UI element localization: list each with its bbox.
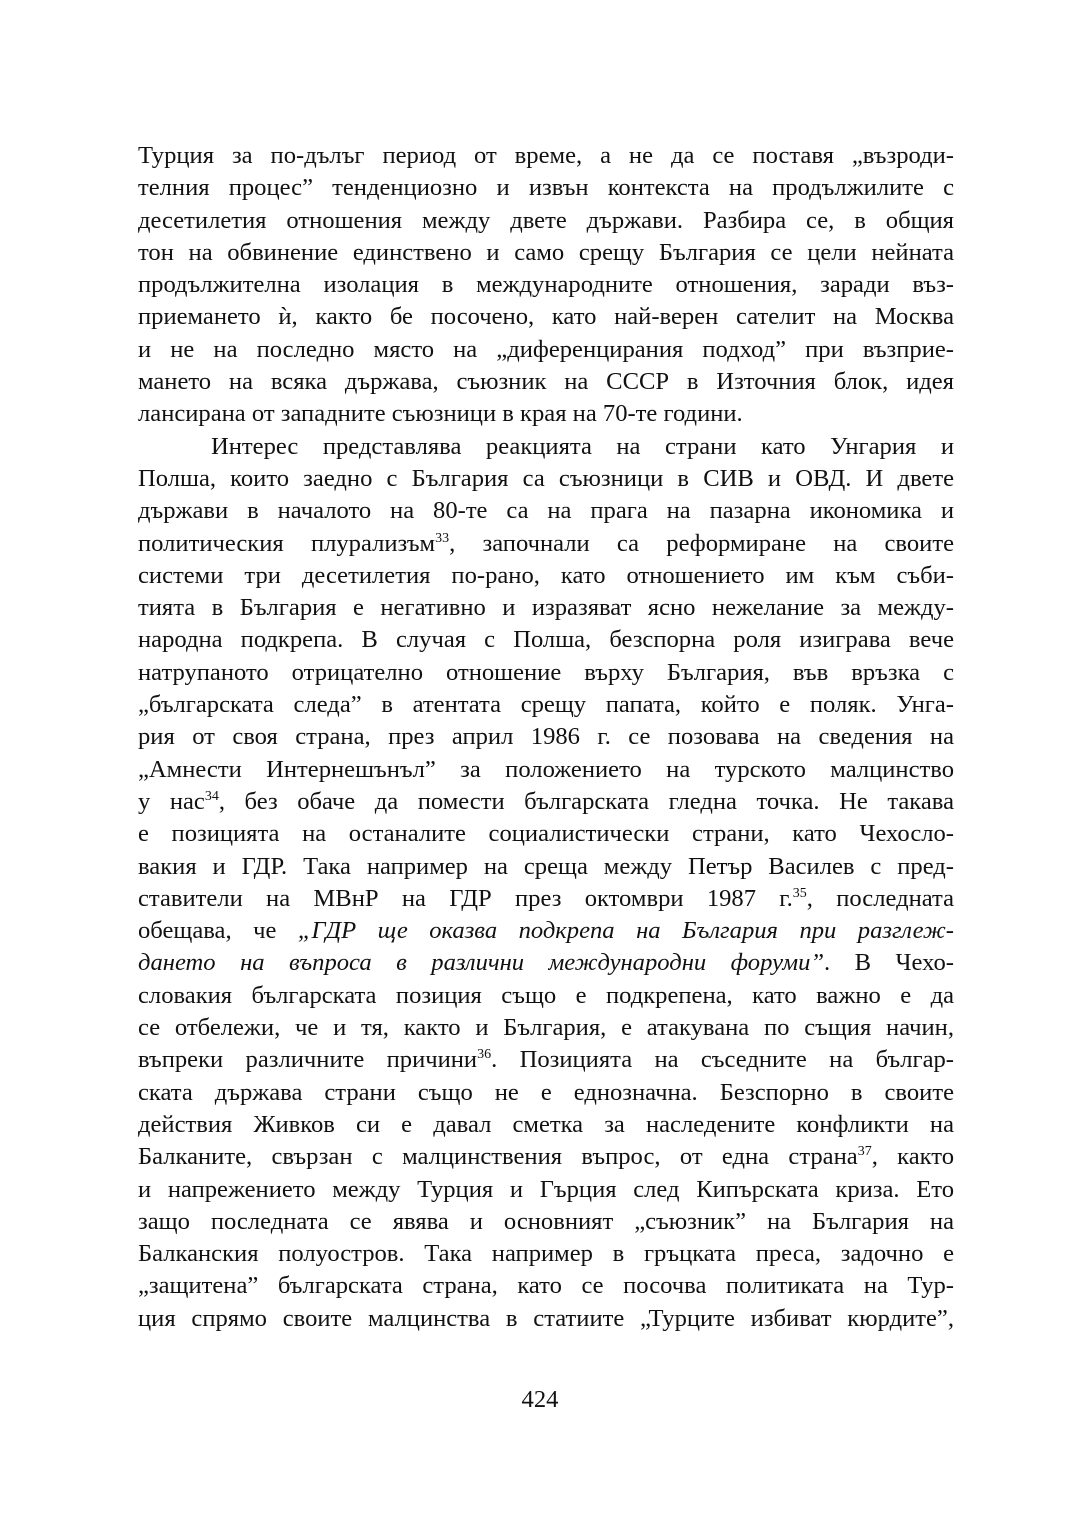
text-line: действия Живков си е давал сметка за наследените конфликти на <box>138 1110 954 1138</box>
text-line: словакия българската позиция също е подкрепена, като важно е да <box>138 981 954 1009</box>
text-line: Интерес представлява реакцията на страни като Унгария и <box>211 432 954 460</box>
text-line: мането на всяка държава, съюзник на СССР в Източния блок, идея <box>138 368 954 396</box>
text-line <box>138 786 954 818</box>
text-fragment: Балканите, свързан с малцинствения въпрос, от една страна <box>138 1143 858 1171</box>
text-line <box>138 947 954 979</box>
text-fragment: , последната <box>806 884 954 912</box>
text-line: държави в началото на 80-те са на прага на пазарна икономика и <box>138 497 954 525</box>
text-line: „защитена” българската страна, като се посочва политиката на Тур- <box>138 1272 954 1300</box>
text-line: лансирана от западните съюзници в края на 70-те години. <box>138 400 743 428</box>
text-line: Полша, които заедно с България са съюзници в СИВ и ОВД. И двете <box>138 464 954 492</box>
text-line <box>138 528 954 560</box>
text-line: натрупаното отрицателно отношение върху България, във връзка с <box>138 658 954 686</box>
text-fragment: , както <box>871 1143 955 1171</box>
text-fragment: ставители на МВнР на ГДР през октомври 1987 г. <box>138 884 793 912</box>
text-line: защо последната се явява и основният „съюзник” на България на <box>138 1207 954 1235</box>
text-line: е позицията на останалите социалистически страни, като Чехосло- <box>138 820 954 848</box>
text-line: приемането ѝ, както бе посочено, като най-верен сателит на Москва <box>138 303 954 331</box>
text-line: Турция за по-дълъг период от време, а не да се поставя „възроди- <box>138 142 954 169</box>
text-line: се отбележи, че и тя, както и България, е атакувана по същия начин, <box>138 1014 954 1042</box>
text-line: тията в България е негативно и изразяват ясно нежелание за между- <box>138 594 954 622</box>
text-line: телния процес” тенденциозно и извън контекста на продължилите с <box>138 174 954 202</box>
text-fragment: , започнали са реформиране на своите <box>449 529 954 557</box>
text-line <box>138 883 954 915</box>
text-fragment: политическия плурализъм <box>138 529 436 557</box>
footnote-ref-36[interactable]: 36 <box>477 1047 492 1063</box>
text-fragment: . Позицията на съседните на българ- <box>491 1046 954 1074</box>
footnote-ref-34[interactable]: 34 <box>204 788 219 804</box>
text-line: народна подкрепа. В случая с Полша, безспорна роля изиграва вече <box>138 626 954 654</box>
text-fragment: въпреки различните причини <box>138 1046 478 1074</box>
text-line: Балканския полуостров. Така например в гръцката преса, задочно е <box>138 1240 954 1268</box>
text-fragment: у нас <box>138 787 205 815</box>
text-line <box>138 1141 954 1173</box>
footnote-ref-37[interactable]: 37 <box>857 1144 872 1160</box>
text-fragment: обещава, че <box>138 917 298 945</box>
text-line: ция спрямо своите малцинства в статиите „Турците избиват кюрдите”, <box>138 1304 954 1332</box>
text-fragment: , без обаче да помести българската гледна точка. Не такава <box>218 787 954 815</box>
text-line: системи три десетилетия по-рано, като отношението им към съби- <box>138 561 954 589</box>
text-line: тон на обвинение единствено и само срещу България се цели нейната <box>138 238 954 266</box>
footnote-ref-33[interactable]: 33 <box>435 530 450 546</box>
text-line: „българската следа” в атентата срещу папата, който е поляк. Унга- <box>138 691 954 719</box>
text-line: рия от своя страна, през април 1986 г. се позовава на сведения на <box>138 723 954 751</box>
page-number: 424 <box>521 1386 559 1413</box>
text-line: десетилетия отношения между двете държави. Разбира се, в общия <box>138 206 954 234</box>
text-line: „Амнести Интернешънъл” за положението на турското малцинство <box>138 755 954 783</box>
text-line: вакия и ГДР. Така например на среща между Петър Василев с пред- <box>138 852 954 880</box>
text-fragment: . В Чехо- <box>824 949 954 977</box>
quote-italic: дането на въпроса в различни международни форуми” <box>138 949 825 977</box>
text-line: и напрежението между Турция и Гърция след Кипърската криза. Ето <box>138 1175 954 1203</box>
text-line: и не на последно място на „диференцирания подход” при възприе- <box>138 335 954 363</box>
body-text <box>138 140 954 1335</box>
text-line <box>138 1044 954 1076</box>
text-line: ската държава страни също не е еднозначна. Безспорно в своите <box>138 1078 954 1106</box>
footnote-ref-35[interactable]: 35 <box>792 885 807 901</box>
text-line <box>138 915 954 947</box>
quote-italic: „ГДР ще оказва подкрепа на България при разглеж- <box>297 917 954 945</box>
text-line: продължителна изолация в международните отношения, заради въз- <box>138 271 954 299</box>
